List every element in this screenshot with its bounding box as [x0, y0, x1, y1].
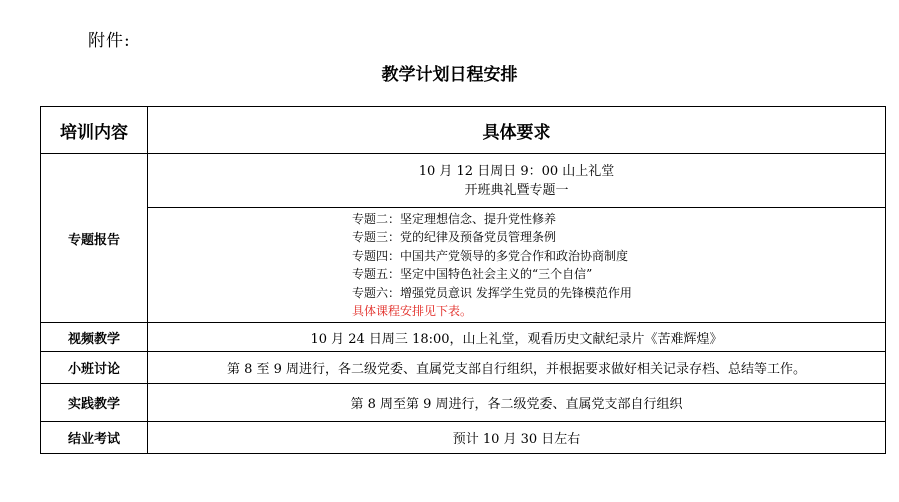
- table-header-row: [41, 107, 886, 154]
- header-requirements: 具体要求: [148, 107, 886, 154]
- table-row: [41, 154, 886, 208]
- row-value-video-teaching: 10 月 24 日周三 18:00，山上礼堂，观看历史文献纪录片《苦难辉煌》: [148, 323, 886, 352]
- table-row: [41, 384, 886, 422]
- row-value-group-discussion: 第 8 至 9 周进行，各二级党委、直属党支部自行组织，并根据要求做好相关记录存档、总结等工作。: [148, 352, 886, 384]
- topic-item: 专题四：中国共产党领导的多党合作和政治协商制度: [352, 248, 629, 263]
- table-row: [41, 208, 886, 323]
- header-training-content: 培训内容: [41, 107, 148, 154]
- document-title: 教学计划日程安排: [381, 65, 518, 85]
- topic-item: 专题五：坚定中国特色社会主义的“三个自信”: [352, 267, 593, 281]
- row-value-final-exam: 预计 10 月 30 日左右: [148, 422, 886, 454]
- opening-ceremony-cell: [148, 154, 886, 208]
- topic-item: 专题三：党的纪律及预备党员管理条例: [352, 230, 557, 244]
- row-label-group-discussion: 小班讨论: [41, 352, 148, 384]
- topic-item: 专题二：坚定理想信念、提升党性修养: [352, 211, 557, 226]
- topic-item: 专题六：增强党员意识 发挥学生党员的先锋模范作用: [352, 285, 632, 300]
- table-row: [41, 323, 886, 352]
- schedule-note: 具体课程安排见下表。: [352, 304, 473, 318]
- table-row: [41, 422, 886, 454]
- row-label-video-teaching: 视频教学: [41, 323, 148, 352]
- row-label-practice-teaching: 实践教学: [41, 384, 148, 422]
- schedule-table: [40, 106, 886, 454]
- attachment-label: 附件:: [88, 31, 131, 51]
- opening-ceremony-title: 开班典礼暨专题一: [464, 182, 569, 198]
- row-label-special-report: 专题报告: [41, 154, 148, 323]
- row-value-practice-teaching: 第 8 周至第 9 周进行，各二级党委、直属党支部自行组织: [148, 384, 886, 422]
- topics-cell: [148, 208, 886, 323]
- row-label-final-exam: 结业考试: [41, 422, 148, 454]
- opening-time-location: 10 月 12 日周日 9：00 山上礼堂: [418, 163, 615, 179]
- topic-list: [148, 210, 885, 321]
- table-row: [41, 352, 886, 384]
